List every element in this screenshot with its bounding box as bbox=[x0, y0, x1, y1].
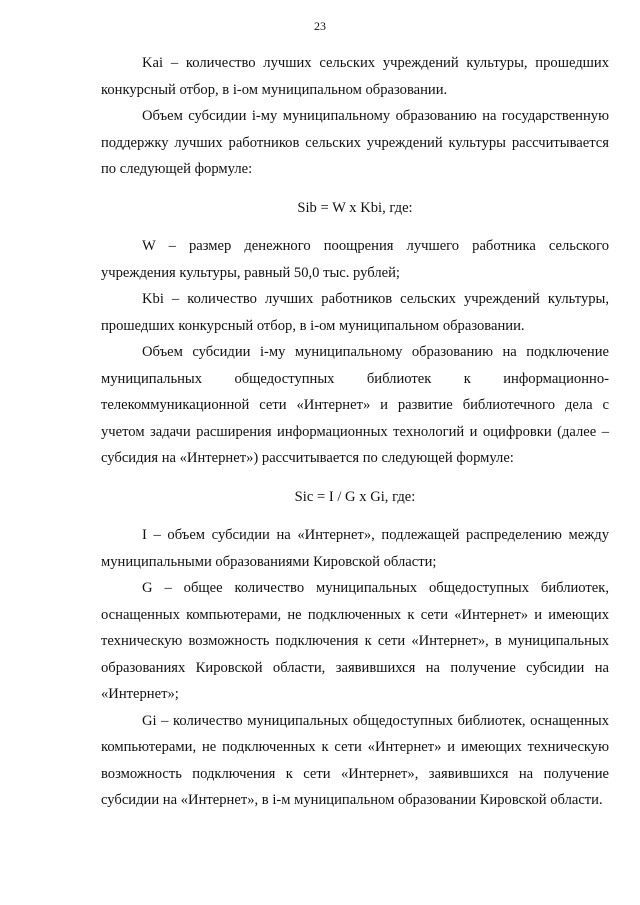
page-number: 23 bbox=[314, 19, 326, 33]
paragraph-w-definition: W – размер денежного поощрения лучшего работника сельского учреждения культуры, равный 50,0 тыс. рублей; bbox=[101, 238, 609, 281]
paragraph-kai-definition: Kai – количество лучших сельских учреждений культуры, прошедших конкурсный отбор, в i-ом муниципальном образовании. bbox=[101, 55, 609, 98]
paragraph-g-definition: G – общее количество муниципальных общедоступных библиотек, оснащенных компьютерами, не подключенных к сети «Интернет» и имеющих техническую возможность подключения к сети «Интернет», в муниципальных образованиях Кировской области, заявившихся на получение субсидии на «Интернет»; bbox=[101, 580, 609, 702]
paragraph-internet-subsidy-intro: Объем субсидии i-му муниципальному образованию на подключение муниципальных общедоступных библиотек к информационно-телекоммуникационной сети «Интернет» и развитие библиотечного дела с учетом задачи расширения информационных технологий и оцифровки (далее – субсидия на «Интернет») рассчитывается по следующей формуле: bbox=[101, 344, 609, 466]
formula-sib: Sib = W x Kbi, где: bbox=[297, 199, 413, 216]
paragraph-kbi-definition: Kbi – количество лучших работников сельских учреждений культуры, прошедших конкурсный отбор, в i-ом муниципальном образовании. bbox=[101, 291, 609, 334]
paragraph-subsidy-workers-intro: Объем субсидии i-му муниципальному образованию на государственную поддержку лучших работников сельских учреждений культуры рассчитывается по следующей формуле: bbox=[101, 108, 609, 177]
document-body bbox=[101, 50, 609, 814]
paragraph-i-definition: I – объем субсидии на «Интернет», подлежащей распределению между муниципальными образованиями Кировской области; bbox=[101, 527, 609, 570]
paragraph-gi-definition: Gi – количество муниципальных общедоступных библиотек, оснащенных компьютерами, не подключенных к сети «Интернет» и имеющих техническую возможность подключения к сети «Интернет», заявившихся на получение субсидии на «Интернет», в i-м муниципальном образовании Кировской области. bbox=[101, 712, 609, 808]
formula-sic: Sic = I / G x Gi, где: bbox=[294, 488, 416, 505]
